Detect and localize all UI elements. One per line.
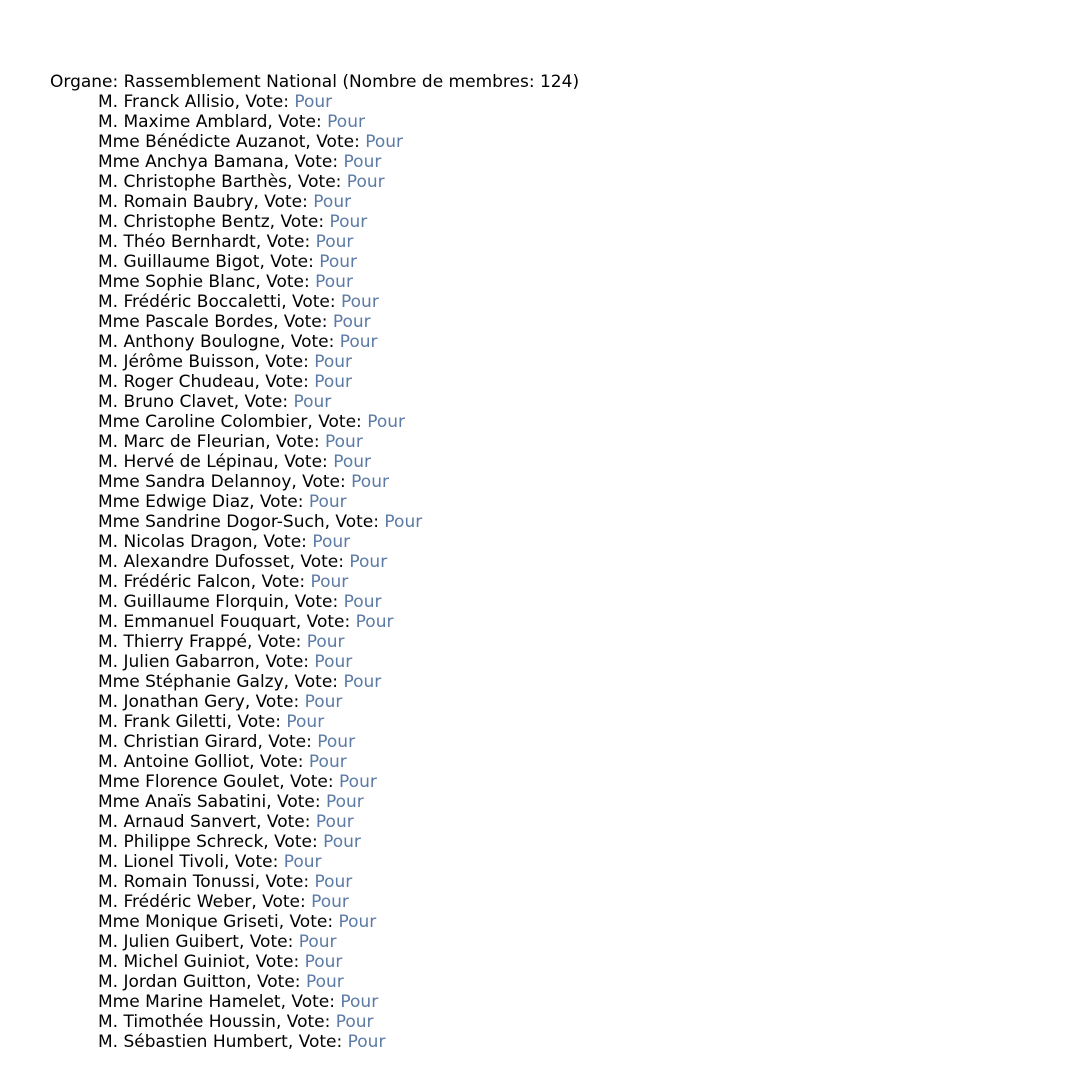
member-name: M. Maxime Amblard bbox=[98, 112, 268, 132]
member-name: Mme Stéphanie Galzy bbox=[98, 672, 284, 692]
organe-name: Rassemblement National bbox=[123, 72, 337, 92]
member-name: M. Jonathan Gery bbox=[98, 692, 245, 712]
member-vote-row bbox=[98, 972, 579, 992]
member-vote-row bbox=[98, 992, 579, 1012]
member-name: Mme Sophie Blanc bbox=[98, 272, 256, 292]
member-name: M. Julien Gabarron bbox=[98, 652, 255, 672]
vote-label: , Vote: bbox=[281, 292, 341, 312]
vote-label: , Vote: bbox=[295, 612, 356, 632]
vote-label: , Vote: bbox=[233, 392, 294, 412]
vote-label: , Vote: bbox=[255, 272, 316, 292]
member-vote-row bbox=[98, 352, 579, 372]
vote-value: Pour bbox=[304, 692, 343, 712]
vote-value: Pour bbox=[283, 852, 322, 872]
vote-label: , Vote: bbox=[254, 652, 315, 672]
vote-value: Pour bbox=[304, 952, 343, 972]
member-vote-row bbox=[98, 172, 579, 192]
member-name: Mme Anaïs Sabatini bbox=[98, 792, 267, 812]
vote-label: , Vote: bbox=[244, 692, 305, 712]
vote-value: Pour bbox=[317, 732, 356, 752]
vote-label: , Vote: bbox=[263, 832, 324, 852]
vote-value: Pour bbox=[308, 492, 347, 512]
vote-label: , Vote: bbox=[266, 792, 326, 812]
member-name: M. Philippe Schreck bbox=[98, 832, 264, 852]
vote-value: Pour bbox=[339, 772, 377, 792]
vote-label: , Vote: bbox=[280, 992, 341, 1012]
vote-label: , Vote: bbox=[238, 932, 299, 952]
vote-label: , Vote: bbox=[273, 312, 333, 332]
vote-value: Pour bbox=[343, 152, 382, 172]
member-name: M. Emmanuel Fouquart bbox=[98, 612, 296, 632]
member-name: M. Christian Girard bbox=[98, 732, 258, 752]
member-name: Mme Monique Griseti bbox=[98, 912, 279, 932]
member-vote-row bbox=[98, 912, 579, 932]
vote-value: Pour bbox=[294, 92, 333, 112]
vote-label: , Vote: bbox=[289, 552, 350, 572]
member-vote-row bbox=[98, 1032, 579, 1052]
member-vote-row bbox=[98, 212, 579, 232]
member-name: M. Arnaud Sanvert bbox=[98, 812, 257, 832]
vote-label: , Vote: bbox=[275, 1012, 336, 1032]
member-name: M. Franck Allisio bbox=[98, 92, 235, 112]
member-vote-row bbox=[98, 292, 579, 312]
vote-value: Pour bbox=[340, 992, 379, 1012]
vote-value: Pour bbox=[312, 532, 351, 552]
vote-value: Pour bbox=[343, 672, 382, 692]
vote-label: , Vote: bbox=[246, 972, 306, 992]
member-vote-row bbox=[98, 532, 579, 552]
vote-label: , Vote: bbox=[244, 952, 305, 972]
vote-label: , Vote: bbox=[254, 372, 315, 392]
vote-value: Pour bbox=[323, 832, 361, 852]
vote-value: Pour bbox=[365, 132, 404, 152]
vote-label: , Vote: bbox=[273, 452, 334, 472]
member-name: M. Julien Guibert bbox=[98, 932, 239, 952]
vote-value: Pour bbox=[314, 872, 353, 892]
member-vote-row bbox=[98, 432, 579, 452]
member-vote-row bbox=[98, 632, 579, 652]
member-vote-row bbox=[98, 372, 579, 392]
member-vote-row bbox=[98, 732, 579, 752]
vote-value: Pour bbox=[335, 1012, 374, 1032]
vote-label: , Vote: bbox=[283, 152, 344, 172]
vote-label: , Vote: bbox=[252, 532, 313, 552]
member-vote-row bbox=[98, 692, 579, 712]
vote-value: Pour bbox=[314, 372, 353, 392]
member-vote-row bbox=[98, 572, 579, 592]
member-vote-row bbox=[98, 152, 579, 172]
member-vote-row bbox=[98, 752, 579, 772]
member-vote-row bbox=[98, 312, 579, 332]
member-vote-row bbox=[98, 652, 579, 672]
vote-value: Pour bbox=[367, 412, 405, 432]
vote-value: Pour bbox=[347, 1032, 386, 1052]
member-vote-row bbox=[98, 272, 579, 292]
member-vote-row bbox=[98, 772, 579, 792]
member-vote-row bbox=[98, 252, 579, 272]
vote-label: , Vote: bbox=[226, 712, 287, 732]
member-vote-row bbox=[98, 332, 579, 352]
vote-value: Pour bbox=[313, 192, 352, 212]
member-name: M. Hervé de Lépinau bbox=[98, 452, 274, 472]
member-name: Mme Marine Hamelet bbox=[98, 992, 281, 1012]
member-vote-row bbox=[98, 1012, 579, 1032]
member-name: M. Romain Tonussi bbox=[98, 872, 255, 892]
vote-label: , Vote: bbox=[250, 572, 311, 592]
member-name: Mme Pascale Bordes bbox=[98, 312, 274, 332]
member-name: M. Anthony Boulogne bbox=[98, 332, 280, 352]
vote-value: Pour bbox=[315, 232, 354, 252]
member-name: M. Nicolas Dragon bbox=[98, 532, 253, 552]
vote-value: Pour bbox=[329, 212, 368, 232]
vote-value: Pour bbox=[305, 972, 344, 992]
vote-label: , Vote: bbox=[234, 92, 295, 112]
vote-label: , Vote: bbox=[267, 112, 328, 132]
vote-label: , Vote: bbox=[287, 172, 347, 192]
member-name: M. Jordan Guitton bbox=[98, 972, 247, 992]
vote-value: Pour bbox=[325, 432, 363, 452]
vote-label: , Vote: bbox=[249, 752, 309, 772]
member-vote-row bbox=[98, 412, 579, 432]
member-name: M. Guillaume Florquin bbox=[98, 592, 284, 612]
member-name: M. Bruno Clavet bbox=[98, 392, 234, 412]
member-name: M. Lionel Tivoli bbox=[98, 852, 224, 872]
member-vote-row bbox=[98, 192, 579, 212]
member-vote-row bbox=[98, 232, 579, 252]
member-name: M. Roger Chudeau bbox=[98, 372, 255, 392]
vote-value: Pour bbox=[286, 712, 325, 732]
member-name: M. Sébastien Humbert bbox=[98, 1032, 288, 1052]
vote-label: , Vote: bbox=[255, 232, 316, 252]
vote-label: , Vote: bbox=[283, 672, 344, 692]
vote-label: , Vote: bbox=[257, 732, 318, 752]
vote-value: Pour bbox=[293, 392, 332, 412]
member-name: Mme Florence Goulet bbox=[98, 772, 280, 792]
vote-label: , Vote: bbox=[279, 332, 340, 352]
vote-label: , Vote: bbox=[324, 512, 385, 532]
member-name: M. Thierry Frappé bbox=[98, 632, 247, 652]
member-name: Mme Sandra Delannoy bbox=[98, 472, 292, 492]
member-name: Mme Caroline Colombier bbox=[98, 412, 308, 432]
vote-value: Pour bbox=[346, 172, 385, 192]
vote-label: , Vote: bbox=[291, 472, 352, 492]
member-name: M. Frédéric Weber bbox=[98, 892, 252, 912]
member-vote-row bbox=[98, 812, 579, 832]
member-vote-row bbox=[98, 492, 579, 512]
member-vote-list bbox=[50, 92, 579, 1052]
vote-value: Pour bbox=[314, 652, 353, 672]
vote-value: Pour bbox=[311, 892, 349, 912]
member-vote-row bbox=[98, 552, 579, 572]
vote-value: Pour bbox=[338, 912, 377, 932]
vote-document bbox=[50, 72, 579, 1052]
member-name: Mme Edwige Diaz bbox=[98, 492, 250, 512]
member-vote-row bbox=[98, 612, 579, 632]
member-name: M. Antoine Golliot bbox=[98, 752, 250, 772]
vote-label: , Vote: bbox=[279, 772, 340, 792]
member-name: M. Alexandre Dufosset bbox=[98, 552, 290, 572]
vote-value: Pour bbox=[339, 332, 378, 352]
member-name: Mme Bénédicte Auzanot bbox=[98, 132, 306, 152]
vote-label: , Vote: bbox=[283, 592, 344, 612]
vote-label: , Vote: bbox=[246, 632, 307, 652]
member-vote-row bbox=[98, 112, 579, 132]
member-vote-row bbox=[98, 892, 579, 912]
member-name: M. Marc de Fleurian bbox=[98, 432, 266, 452]
vote-label: , Vote: bbox=[307, 412, 368, 432]
organe-prefix: Organe: bbox=[50, 72, 124, 92]
vote-value: Pour bbox=[351, 472, 389, 492]
vote-value: Pour bbox=[333, 452, 371, 472]
member-vote-row bbox=[98, 932, 579, 952]
organe-header bbox=[50, 72, 579, 92]
vote-value: Pour bbox=[306, 632, 345, 652]
vote-value: Pour bbox=[298, 932, 337, 952]
member-vote-row bbox=[98, 832, 579, 852]
vote-value: Pour bbox=[349, 552, 388, 572]
vote-value: Pour bbox=[315, 812, 354, 832]
vote-value: Pour bbox=[308, 752, 347, 772]
vote-label: , Vote: bbox=[249, 492, 309, 512]
vote-label: , Vote: bbox=[278, 912, 339, 932]
member-name: M. Frédéric Boccaletti bbox=[98, 292, 282, 312]
member-vote-row bbox=[98, 872, 579, 892]
organe-member-count: (Nombre de membres: 124) bbox=[336, 72, 580, 92]
member-vote-row bbox=[98, 852, 579, 872]
vote-value: Pour bbox=[341, 292, 379, 312]
member-vote-row bbox=[98, 392, 579, 412]
vote-value: Pour bbox=[325, 792, 364, 812]
member-name: M. Christophe Barthès bbox=[98, 172, 288, 192]
member-name: M. Frank Giletti bbox=[98, 712, 227, 732]
vote-value: Pour bbox=[343, 592, 382, 612]
vote-value: Pour bbox=[355, 612, 394, 632]
member-name: Mme Sandrine Dogor-Such bbox=[98, 512, 325, 532]
member-name: M. Guillaume Bigot bbox=[98, 252, 260, 272]
member-vote-row bbox=[98, 592, 579, 612]
member-vote-row bbox=[98, 512, 579, 532]
member-name: M. Jérôme Buisson bbox=[98, 352, 255, 372]
member-vote-row bbox=[98, 672, 579, 692]
vote-label: , Vote: bbox=[269, 212, 330, 232]
member-name: M. Michel Guiniot bbox=[98, 952, 245, 972]
vote-label: , Vote: bbox=[251, 892, 312, 912]
vote-label: , Vote: bbox=[287, 1032, 348, 1052]
vote-value: Pour bbox=[314, 352, 353, 372]
vote-label: , Vote: bbox=[223, 852, 284, 872]
vote-label: , Vote: bbox=[305, 132, 366, 152]
vote-value: Pour bbox=[319, 252, 358, 272]
member-vote-row bbox=[98, 712, 579, 732]
vote-label: , Vote: bbox=[256, 812, 316, 832]
vote-value: Pour bbox=[310, 572, 349, 592]
member-name: M. Théo Bernhardt bbox=[98, 232, 256, 252]
member-vote-row bbox=[98, 132, 579, 152]
vote-label: , Vote: bbox=[265, 432, 326, 452]
member-vote-row bbox=[98, 92, 579, 112]
vote-label: , Vote: bbox=[254, 352, 315, 372]
vote-value: Pour bbox=[384, 512, 423, 532]
member-name: M. Frédéric Falcon bbox=[98, 572, 251, 592]
member-vote-row bbox=[98, 452, 579, 472]
member-name: M. Christophe Bentz bbox=[98, 212, 270, 232]
member-name: M. Timothée Houssin bbox=[98, 1012, 276, 1032]
vote-label: , Vote: bbox=[253, 192, 314, 212]
vote-value: Pour bbox=[315, 272, 353, 292]
member-vote-row bbox=[98, 472, 579, 492]
vote-label: , Vote: bbox=[254, 872, 315, 892]
member-vote-row bbox=[98, 792, 579, 812]
member-name: Mme Anchya Bamana bbox=[98, 152, 284, 172]
vote-value: Pour bbox=[332, 312, 371, 332]
vote-label: , Vote: bbox=[259, 252, 320, 272]
member-name: M. Romain Baubry bbox=[98, 192, 254, 212]
vote-value: Pour bbox=[327, 112, 365, 132]
member-vote-row bbox=[98, 952, 579, 972]
